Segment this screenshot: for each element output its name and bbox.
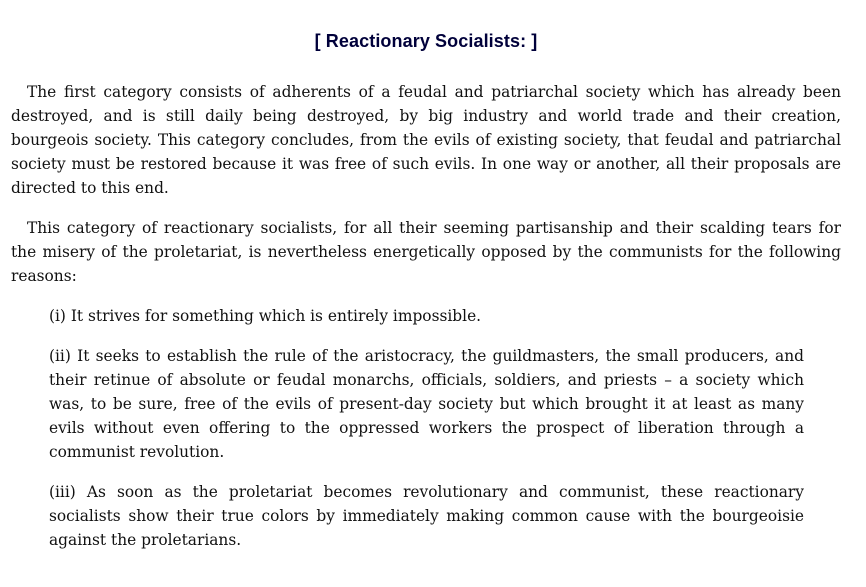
- paragraph-opposition: This category of reactionary socialists, for all their seeming partisanship and their scalding tears for the misery of the proletariat, is nevertheless energetically opposed by the communists for the following reasons:: [11, 219, 841, 285]
- list-item-reason-3: (iii) As soon as the proletariat becomes revolutionary and communist, these reactionary socialists show their true colors by immediately making common cause with the bourgeoisie against the proletarians.: [49, 483, 804, 549]
- document-body: [11, 0, 841, 552]
- list-item-reason-1: (i) It strives for something which is entirely impossible.: [49, 307, 482, 325]
- paragraph-first-category: The first category consists of adherents of a feudal and patriarchal society which has already been destroyed, and is still daily being destroyed, by big industry and world trade and their creation, bourgeois society. This category concludes, from the evils of existing society, that feudal and patriarchal society must be restored because it was free of such evils. In one way or another, all their proposals are directed to this end.: [11, 83, 841, 197]
- reasons-list: [11, 304, 841, 552]
- section-heading: [ Reactionary Socialists: ]: [314, 31, 538, 51]
- list-item-reason-2: (ii) It seeks to establish the rule of the aristocracy, the guildmasters, the small producers, and their retinue of absolute or feudal monarchs, officials, soldiers, and priests – a society which was, to be sure, free of the evils of present-day society but which brought it at least as many evils without even offering to the oppressed workers the prospect of liberation through a communist revolution.: [49, 347, 804, 461]
